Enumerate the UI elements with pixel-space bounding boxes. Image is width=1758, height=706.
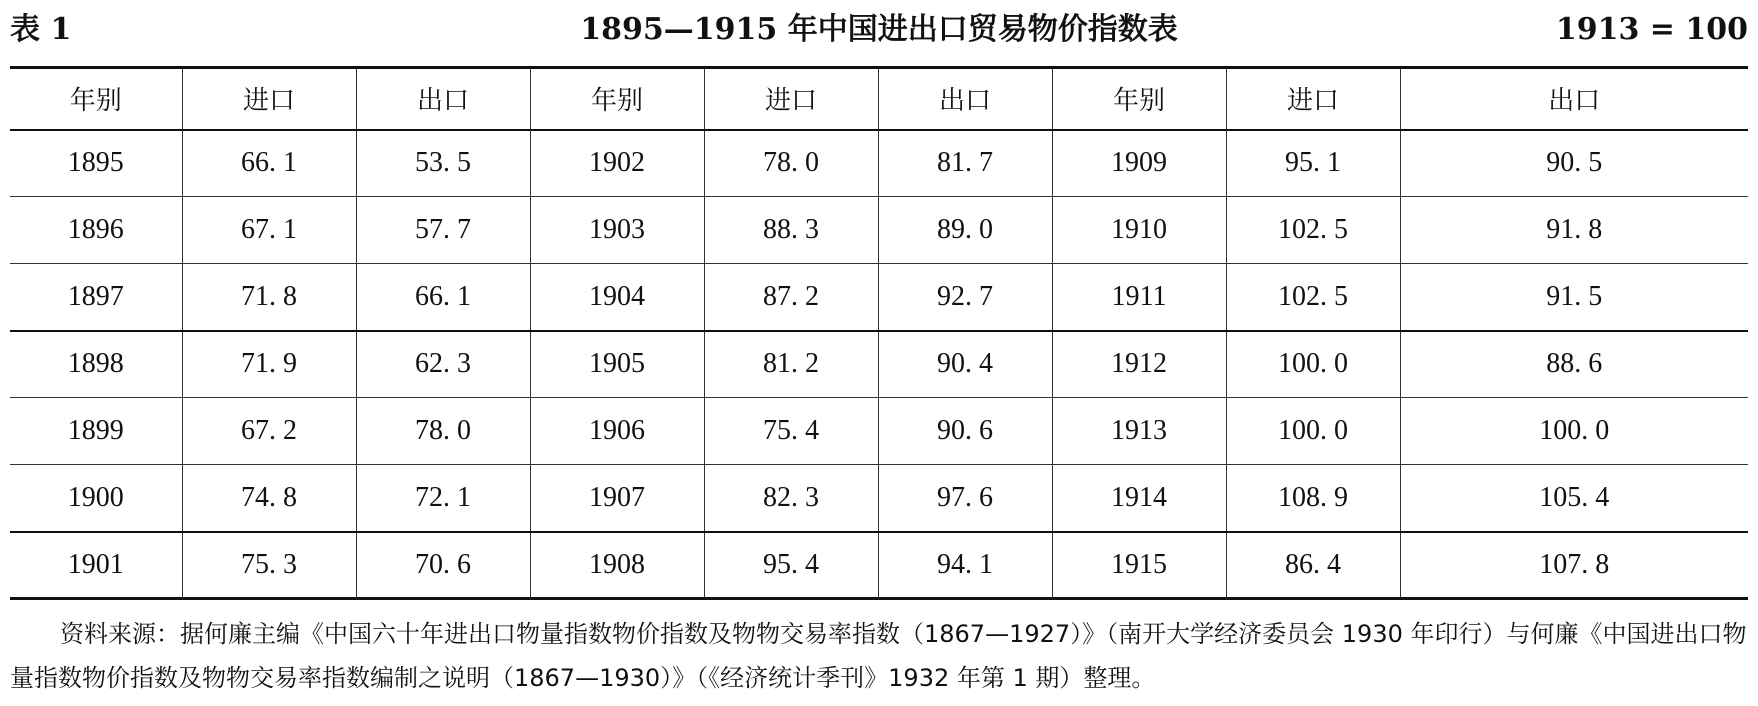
table-cell: 102. 5 [1226,264,1400,331]
header-import: 进口 [704,68,878,130]
table-cell: 1896 [10,197,182,264]
table-cell: 100. 0 [1400,398,1748,465]
table-cell: 108. 9 [1226,465,1400,532]
table-header-row [10,68,1748,130]
table-cell: 71. 8 [182,264,356,331]
table-cell: 1911 [1052,264,1226,331]
table-cell: 1903 [530,197,704,264]
table-cell: 1900 [10,465,182,532]
table-cell: 1912 [1052,331,1226,398]
table-cell: 75. 3 [182,532,356,599]
table-title: 1895—1915 年中国进出口贸易物价指数表 [580,12,1178,47]
table-cell: 1908 [530,532,704,599]
table-cell: 1895 [10,130,182,197]
table-cell: 67. 1 [182,197,356,264]
table-cell: 70. 6 [356,532,530,599]
header-export: 出口 [356,68,530,130]
table-cell: 97. 6 [878,465,1052,532]
table-cell: 1898 [10,331,182,398]
table-cell: 74. 8 [182,465,356,532]
table-cell: 87. 2 [704,264,878,331]
table-cell: 94. 1 [878,532,1052,599]
header-import: 进口 [1226,68,1400,130]
table-cell: 1915 [1052,532,1226,599]
table-cell: 100. 0 [1226,398,1400,465]
table-cell: 1907 [530,465,704,532]
table-cell: 1905 [530,331,704,398]
base-year-note: 1913 = 100 [1555,12,1748,47]
table-cell: 1910 [1052,197,1226,264]
table-row [10,130,1748,197]
table-cell: 86. 4 [1226,532,1400,599]
table-row [10,331,1748,398]
table-cell: 1899 [10,398,182,465]
table-cell: 90. 6 [878,398,1052,465]
table-cell: 88. 6 [1400,331,1748,398]
table-cell: 105. 4 [1400,465,1748,532]
table-cell: 89. 0 [878,197,1052,264]
table-cell: 66. 1 [356,264,530,331]
table-cell: 82. 3 [704,465,878,532]
header-export: 出口 [1400,68,1748,130]
table-cell: 1897 [10,264,182,331]
table-cell: 1909 [1052,130,1226,197]
table-cell: 1904 [530,264,704,331]
source-note: 资料来源：据何廉主编《中国六十年进出口物量指数物价指数及物物交易率指数（1867—1927）》（南开大学经济委员会 1930 年印行）与何廉《中国进出口物量指数物价指数及物物交易率指数编制之说明（1867—1930）》（《经济统计季刊》1932 年第 1 期）整理。 [10,620,1747,692]
table-label: 表 1 [10,12,72,47]
table-cell: 1906 [530,398,704,465]
table-cell: 57. 7 [356,197,530,264]
table-cell: 72. 1 [356,465,530,532]
table-cell: 62. 3 [356,331,530,398]
table-cell: 1913 [1052,398,1226,465]
table-cell: 75. 4 [704,398,878,465]
table-cell: 95. 4 [704,532,878,599]
table-cell: 88. 3 [704,197,878,264]
table-cell: 90. 4 [878,331,1052,398]
table-cell: 95. 1 [1226,130,1400,197]
table-row [10,465,1748,532]
header-year: 年别 [10,68,182,130]
header-year: 年别 [530,68,704,130]
table-cell: 102. 5 [1226,197,1400,264]
table-cell: 100. 0 [1226,331,1400,398]
table-row [10,532,1748,599]
table-cell: 81. 7 [878,130,1052,197]
table-cell: 91. 8 [1400,197,1748,264]
header-year: 年别 [1052,68,1226,130]
table-cell: 90. 5 [1400,130,1748,197]
table-row [10,197,1748,264]
price-index-table [10,66,1748,600]
table-cell: 78. 0 [356,398,530,465]
header-export: 出口 [878,68,1052,130]
table-row [10,398,1748,465]
table-cell: 91. 5 [1400,264,1748,331]
table-cell: 66. 1 [182,130,356,197]
table-cell: 1901 [10,532,182,599]
table-cell: 92. 7 [878,264,1052,331]
header-import: 进口 [182,68,356,130]
table-cell: 53. 5 [356,130,530,197]
table-cell: 1914 [1052,465,1226,532]
table-cell: 81. 2 [704,331,878,398]
table-cell: 107. 8 [1400,532,1748,599]
table-cell: 67. 2 [182,398,356,465]
table-cell: 78. 0 [704,130,878,197]
table-row [10,264,1748,331]
table-cell: 1902 [530,130,704,197]
table-caption [10,4,1748,56]
table-cell: 71. 9 [182,331,356,398]
